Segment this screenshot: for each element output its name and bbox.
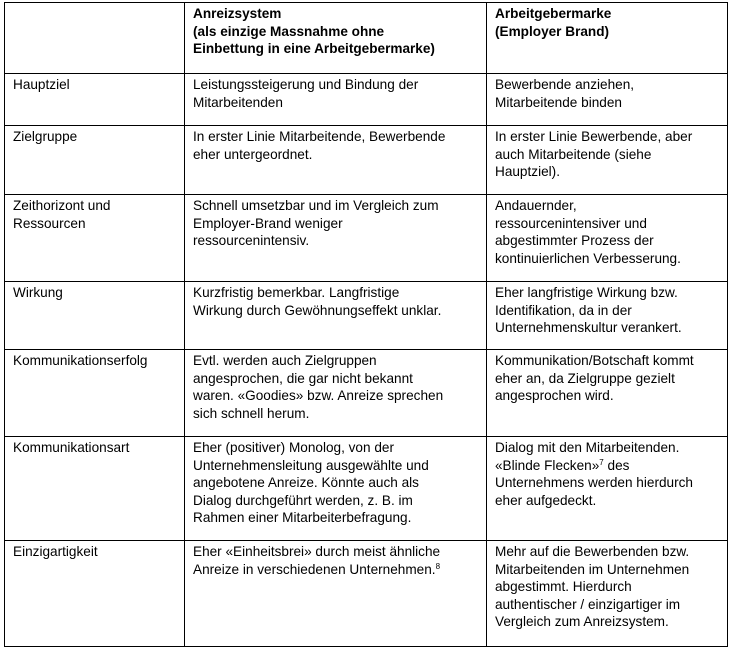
cell-anreizsystem: Schnell umsetzbar und im Vergleich zum Employer-Brand weniger ressourcenintensiv. [185, 195, 487, 282]
row-hauptziel [5, 74, 728, 126]
row-label: Kommunikationserfolg [5, 350, 185, 437]
row-label: Wirkung [5, 282, 185, 350]
footnote-ref: 8 [435, 561, 441, 571]
row-label: Zeithorizont und Ressourcen [5, 195, 185, 282]
cell-anreizsystem: Evtl. werden auch Zielgruppen angesprochen, die gar nicht bekannt waren. «Goodies» bzw. Anreize sprechen sich schnell herum. [185, 350, 487, 437]
cell-arbeitgebermarke: Bewerbende anziehen, Mitarbeitende binden [487, 74, 728, 126]
cell-arbeitgebermarke: Kommunikation/Botschaft kommt eher an, da Zielgruppe gezielt angesprochen wird. [487, 350, 728, 437]
row-kommunikationserfolg [5, 350, 728, 437]
row-label: Einzigartigkeit [5, 541, 185, 647]
header-arbeitgebermarke: Arbeitgebermarke (Employer Brand) [487, 3, 728, 74]
header-row [5, 3, 728, 74]
footnote-ref: 7 [599, 457, 604, 467]
cell-anreizsystem: Eher «Einheitsbrei» durch meist ähnliche Anreize in verschiedenen Unternehmen.$^8$ [185, 541, 487, 647]
row-wirkung [5, 282, 728, 350]
cell-arbeitgebermarke: Eher langfristige Wirkung bzw. Identifikation, da in der Unternehmenskultur verankert. [487, 282, 728, 350]
row-kommunikationsart [5, 437, 728, 541]
row-label: Kommunikationsart [5, 437, 185, 541]
cell-anreizsystem: Leistungssteigerung und Bindung der Mitarbeitenden [185, 74, 487, 126]
cell-anreizsystem: Eher (positiver) Monolog, von der Unternehmensleitung ausgewählte und angebotene Anreize. Könnte auch als Dialog durchgeführt werden, z. B. im Rahmen einer Mitarbeiterbefragung. [185, 437, 487, 541]
row-zeithorizont [5, 195, 728, 282]
header-anreizsystem: Anreizsystem (als einzige Massnahme ohne Einbettung in eine Arbeitgebermarke) [185, 3, 487, 74]
cell-anreizsystem: In erster Linie Mitarbeitende, Bewerbende eher untergeordnet. [185, 126, 487, 195]
row-einzigartigkeit [5, 541, 728, 647]
cell-arbeitgebermarke: In erster Linie Bewerbende, aber auch Mitarbeitende (siehe Hauptziel). [487, 126, 728, 195]
row-label: Hauptziel [5, 74, 185, 126]
cell-arbeitgebermarke: Dialog mit den Mitarbeitenden. «Blinde Flecken»$^7$ des Unternehmens werden hierdurch eher aufgedeckt. [487, 437, 728, 541]
cell-arbeitgebermarke: Mehr auf die Bewerbenden bzw. Mitarbeitenden im Unternehmen abgestimmt. Hierdurch authentischer / einzigartiger im Vergleich zum Anreizsystem. [487, 541, 728, 647]
header-empty-cell [5, 3, 185, 74]
row-label: Zielgruppe [5, 126, 185, 195]
row-zielgruppe [5, 126, 728, 195]
cell-anreizsystem: Kurzfristig bemerkbar. Langfristige Wirkung durch Gewöhnungseffekt unklar. [185, 282, 487, 350]
cell-arbeitgebermarke: Andauernder, ressourcenintensiver und abgestimmter Prozess der kontinuierlichen Verbesserung. [487, 195, 728, 282]
comparison-table [4, 2, 728, 647]
